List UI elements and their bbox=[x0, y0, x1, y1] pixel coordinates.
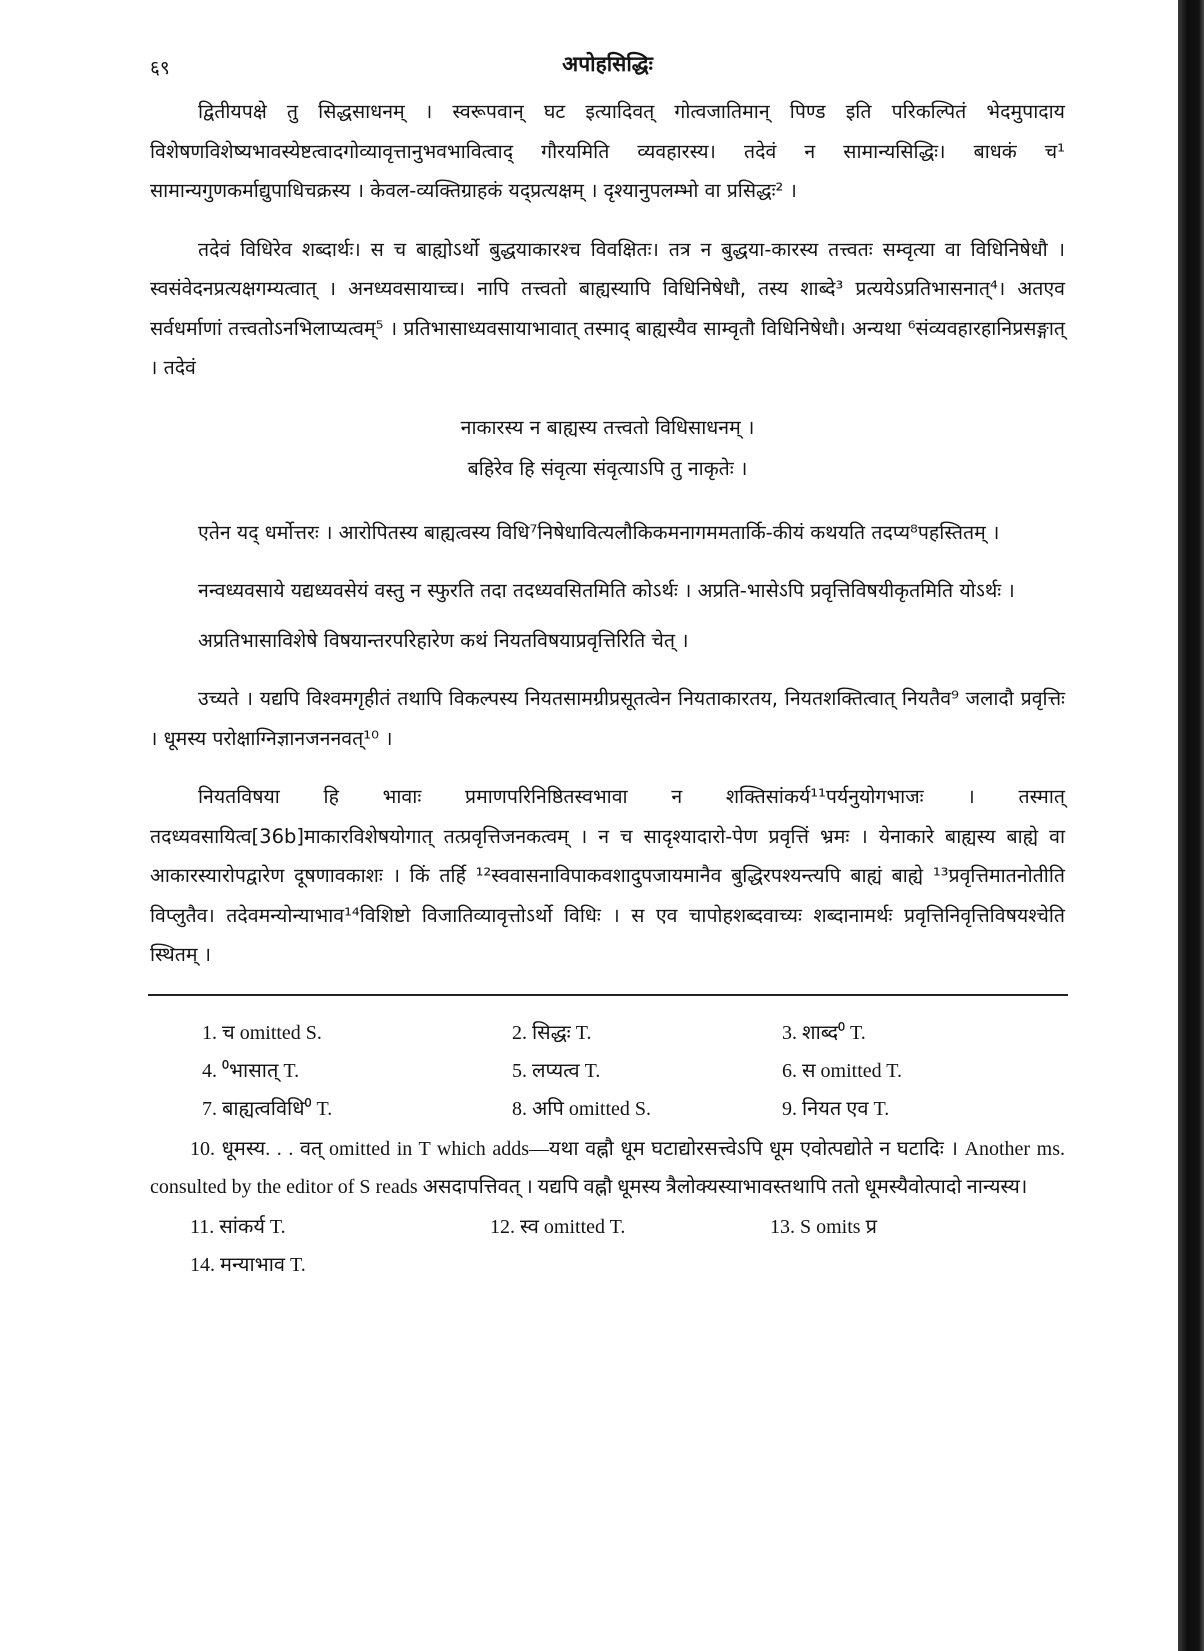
page-binding-edge bbox=[1178, 0, 1204, 1651]
book-page bbox=[150, 40, 1065, 1284]
verse-line: बहिरेव हि संवृत्या संवृत्याऽपि तु नाकृतेः । bbox=[467, 456, 748, 480]
footnote-row bbox=[202, 1014, 1065, 1052]
footnote: 14. मन्याभाव T. bbox=[190, 1253, 306, 1276]
footnote: 8. अपि omitted S. bbox=[512, 1097, 652, 1120]
footnote-divider bbox=[148, 994, 1068, 996]
paragraph: तदेवं विधिरेव शब्दार्थः। स च बाह्योऽर्थो बुद्धयाकारश्च विवक्षितः। तत्र न बुद्धया-कारस्य तत्त्वतः सम्वृत्या वा विधिनिषेधौ । स्वसंवेदनप्रत्यक्षगम्यत्वात् । अनध्यवसायाच्च। नापि तत्त्वतो बाह्यस्यापि विधिनिषेधौ, तस्य शाब्दे³ प्रत्ययेऽप्रतिभासनात्⁴। अतएव सर्वधर्माणां तत्त्वतोऽनभिलाप्यत्वम्⁵ । प्रतिभासाध्यवसायाभावात् तस्माद् बाह्यस्यैव साम्वृतौ विधिनिषेधौ। अन्यथा ⁶संव्यवहारहानिप्रसङ्गात् । तदेवं bbox=[150, 237, 1065, 379]
footnote-long: 10. धूमस्य. . . वत् omitted in T which adds—यथा वह्नौ धूम घटाद्योरसत्त्वेऽपि धूम एवोत्पद्योते न घटादिः । Another ms. consulted by the editor of S reads असदापत्तिवत् । यद्यपि वह्नौ धूमस्य त्रैलोक्यस्याभावस्तथापि ततो धूमस्यैवोत्पादो नान्यस्य। bbox=[150, 1137, 1065, 1198]
footnote: 1. च omitted S. bbox=[202, 1021, 322, 1044]
footnote: 3. शाब्द⁰ T. bbox=[782, 1021, 866, 1044]
footnote-row bbox=[190, 1208, 1065, 1246]
footnote: 7. बाह्यत्वविधि⁰ T. bbox=[202, 1097, 333, 1120]
paragraph: एतेन यद् धर्मोत्तरः । आरोपितस्य बाह्यत्वस्य विधि⁷निषेधावित्यलौकिकमनागममतार्कि-कीयं कथयति तदप्य⁸पहस्तितम् । bbox=[198, 520, 1000, 544]
paragraph: नन्वध्यवसाये यद्यध्यवसेयं वस्तु न स्फुरति तदा तदध्यवसितमिति कोऽर्थः । अप्रति-भासेऽपि प्रवृत्तिविषयीकृतमिति योऽर्थः । bbox=[198, 579, 1015, 602]
page-number: ६९ bbox=[150, 57, 170, 79]
footnote: 13. S omits प्र bbox=[770, 1215, 877, 1238]
footnote-row bbox=[202, 1052, 1065, 1090]
paragraph: उच्यते । यद्यपि विश्वमगृहीतं तथापि विकल्पस्य नियतसामग्रीप्रसूतत्वेन नियताकारतय, नियतशक्तित्वात् नियतैव⁹ जलादौ प्रवृत्तिः । धूमस्य परोक्षाग्निज्ञानजननवत्¹⁰ । bbox=[150, 687, 1065, 750]
verse-line: नाकारस्य न बाह्यस्य तत्त्वतो विधिसाधनम् । bbox=[460, 415, 755, 439]
footnote: 6. स omitted T. bbox=[782, 1059, 902, 1082]
page-header bbox=[150, 40, 1065, 92]
footnote: 2. सिद्धः T. bbox=[512, 1021, 592, 1044]
footnote: 4. ⁰भासात् T. bbox=[202, 1059, 300, 1082]
paragraph: अप्रतिभासाविशेषे विषयान्तरपरिहारेण कथं नियतविषयाप्रवृत्तिरिति चेत् । bbox=[198, 628, 689, 652]
paragraph: नियतविषया हि भावाः प्रमाणपरिनिष्ठितस्वभावा न शक्तिसांकर्य¹¹पर्यनुयोगभाजः । तस्मात् तदध्यवसायित्व[36b]माकारविशेषयोगात् तत्प्रवृत्तिजनकत्वम् । न च सादृश्यादारो-पेण प्रवृत्तिं भ्रमः । येनाकारे बाह्यस्य बाह्ये वा आकारस्यारोपद्वारेण दूषणावकाशः । किं तर्हि ¹²स्ववासनाविपाकवशादुपजायमानैव बुद्धिरपश्यन्त्यपि बाह्यं बाह्ये ¹³प्रवृत्तिमातनोतीति विप्लुतैव। तदेवमन्योन्याभाव¹⁴विशिष्टो विजातिव्यावृत्तोऽर्थो विधिः । स एव चापोहशब्दवाच्यः शब्दानामर्थः प्रवृत्तिनिवृत्तिविषयश्चेति स्थितम् । bbox=[150, 785, 1065, 966]
footnote-row bbox=[202, 1090, 1065, 1128]
page-title: अपोहसिद्धिः bbox=[562, 52, 653, 76]
footnote: 9. नियत एव T. bbox=[782, 1097, 890, 1120]
footnotes bbox=[150, 1014, 1065, 1284]
paragraph: द्वितीयपक्षे तु सिद्धसाधनम् । स्वरूपवान् घट इत्यादिवत् गोत्वजातिमान् पिण्ड इति परिकल्पितं भेदमुपादाय विशेषणविशेष्यभावस्येष्टत्वादगोव्यावृत्तानुभवभावित्वाद् गौरयमिति व्यवहारस्य। तदेवं न सामान्यसिद्धिः। बाधकं च¹ सामान्यगुणकर्माद्युपाधिचक्रस्य । केवल-व्यक्तिग्राहकं यद्प्रत्यक्षम् । दृश्यानुपलम्भो वा प्रसिद्धः² । bbox=[150, 100, 1065, 202]
footnote: 5. लप्यत्व T. bbox=[512, 1059, 601, 1082]
footnote: 12. स्व omitted T. bbox=[490, 1215, 626, 1238]
footnote: 11. सांकर्य T. bbox=[190, 1215, 286, 1238]
verse-block bbox=[150, 407, 1065, 489]
